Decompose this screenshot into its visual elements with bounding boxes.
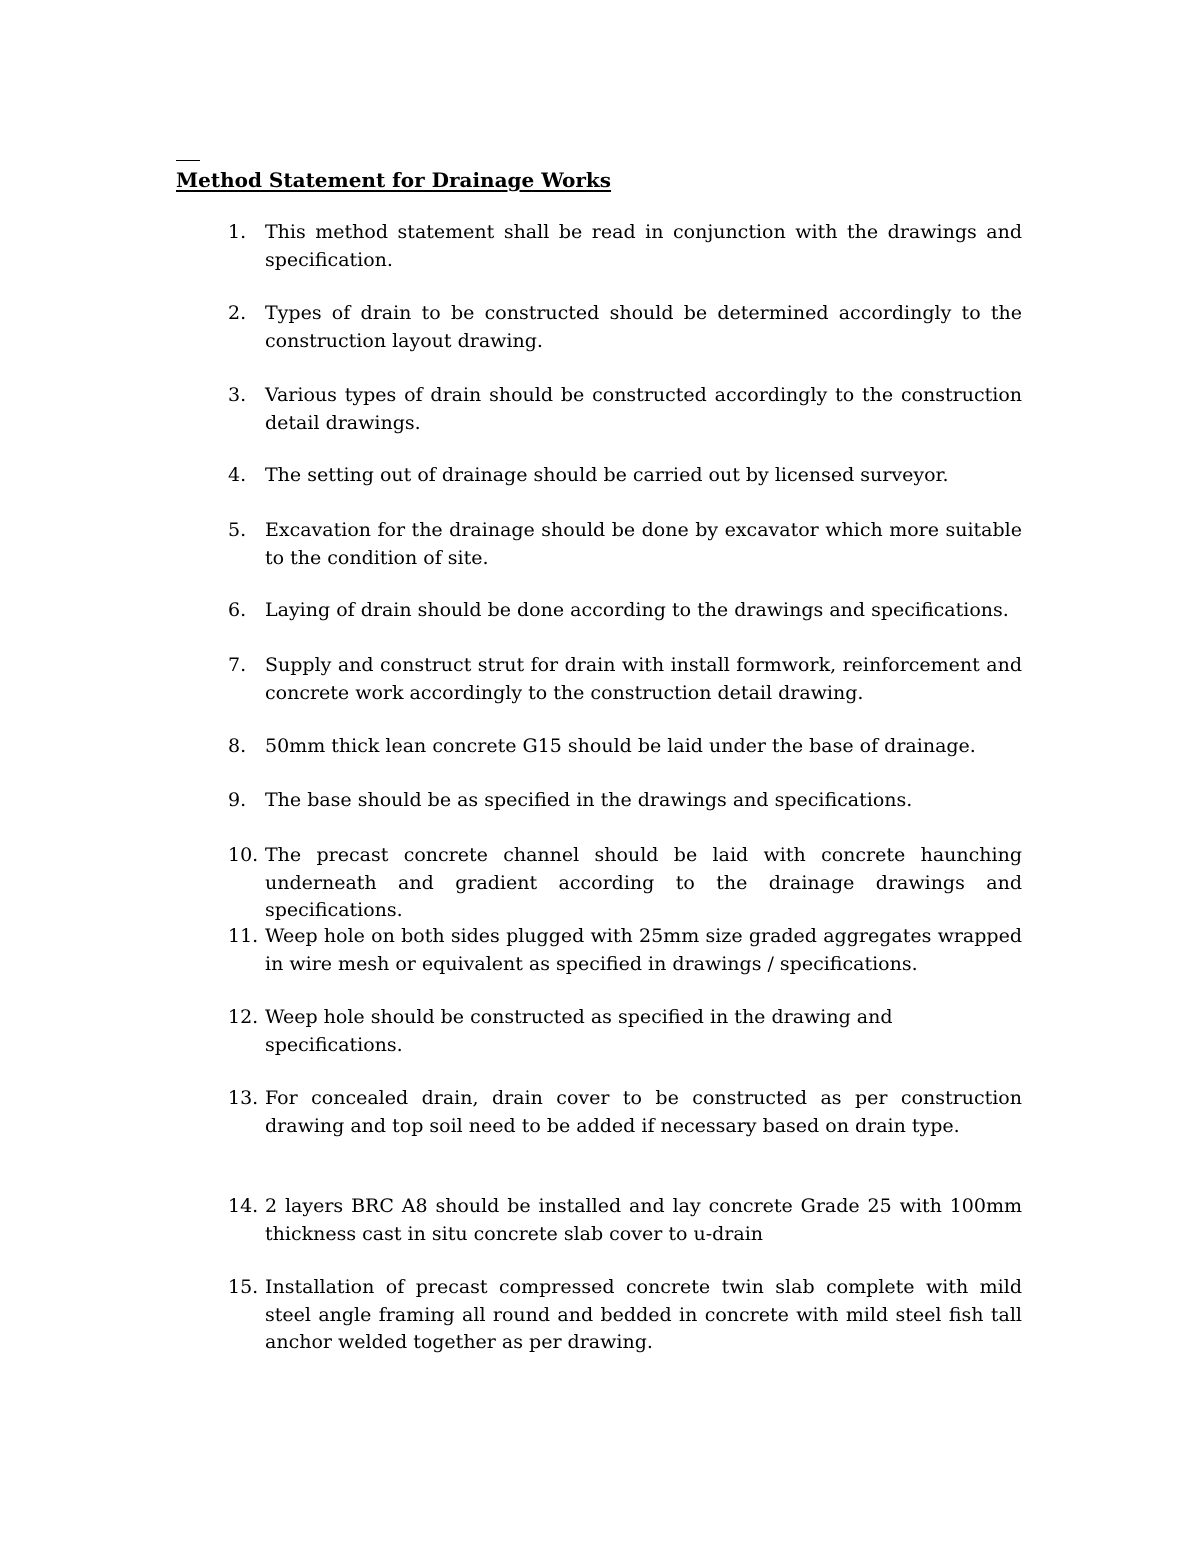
item-text: Weep hole on both sides plugged with 25mm size graded aggregates wrapped in wire mesh or equivalent as specified in drawings / specifications. xyxy=(265,925,1022,975)
item-number: 14. xyxy=(228,1195,259,1217)
document-title: Method Statement for Drainage Works xyxy=(176,168,612,192)
item-text: 2 layers BRC A8 should be installed and lay concrete Grade 25 with 100mm thickness cast in situ concrete slab cover to u-drain xyxy=(265,1195,1022,1245)
item-number: 2. xyxy=(228,302,247,324)
item-number: 12. xyxy=(228,1006,259,1028)
item-text: Laying of drain should be done according to the drawings and specifications. xyxy=(265,599,1009,621)
item-text: The precast concrete channel should be laid with concrete haunching underneath and gradient according to the drainage drawings and specifications. xyxy=(265,844,1022,921)
item-text: 50mm thick lean concrete G15 should be laid under the base of drainage. xyxy=(265,735,976,757)
item-text: Types of drain to be constructed should be determined accordingly to the construction layout drawing. xyxy=(265,302,1022,352)
item-text: Weep hole should be constructed as specified in the drawing and specifications. xyxy=(265,1006,893,1056)
item-number: 9. xyxy=(228,789,247,811)
item-text: The base should be as specified in the drawings and specifications. xyxy=(265,789,913,811)
item-number: 1. xyxy=(228,221,247,243)
item-number: 11. xyxy=(228,925,259,947)
item-number: 4. xyxy=(228,464,247,486)
item-text: Installation of precast compressed concrete twin slab complete with mild steel angle framing all round and bedded in concrete with mild steel fish tall anchor welded together as per drawing. xyxy=(265,1276,1022,1353)
item-number: 3. xyxy=(228,384,247,406)
top-rule xyxy=(176,160,200,161)
item-number: 8. xyxy=(228,735,247,757)
item-number: 5. xyxy=(228,519,247,541)
item-text: The setting out of drainage should be carried out by licensed surveyor. xyxy=(265,464,949,486)
item-text: Various types of drain should be constructed accordingly to the construction detail drawings. xyxy=(265,384,1022,434)
item-text: For concealed drain, drain cover to be constructed as per construction drawing and top soil need to be added if necessary based on drain type. xyxy=(265,1087,1022,1137)
item-text: This method statement shall be read in conjunction with the drawings and specification. xyxy=(265,221,1022,271)
item-number: 7. xyxy=(228,654,247,676)
item-number: 6. xyxy=(228,599,247,621)
item-number: 15. xyxy=(228,1276,259,1298)
item-number: 10. xyxy=(228,844,259,866)
item-number: 13. xyxy=(228,1087,259,1109)
item-text: Supply and construct strut for drain with install formwork, reinforcement and concrete work accordingly to the construction detail drawing. xyxy=(265,654,1022,704)
item-text: Excavation for the drainage should be done by excavator which more suitable to the condition of site. xyxy=(265,519,1022,569)
